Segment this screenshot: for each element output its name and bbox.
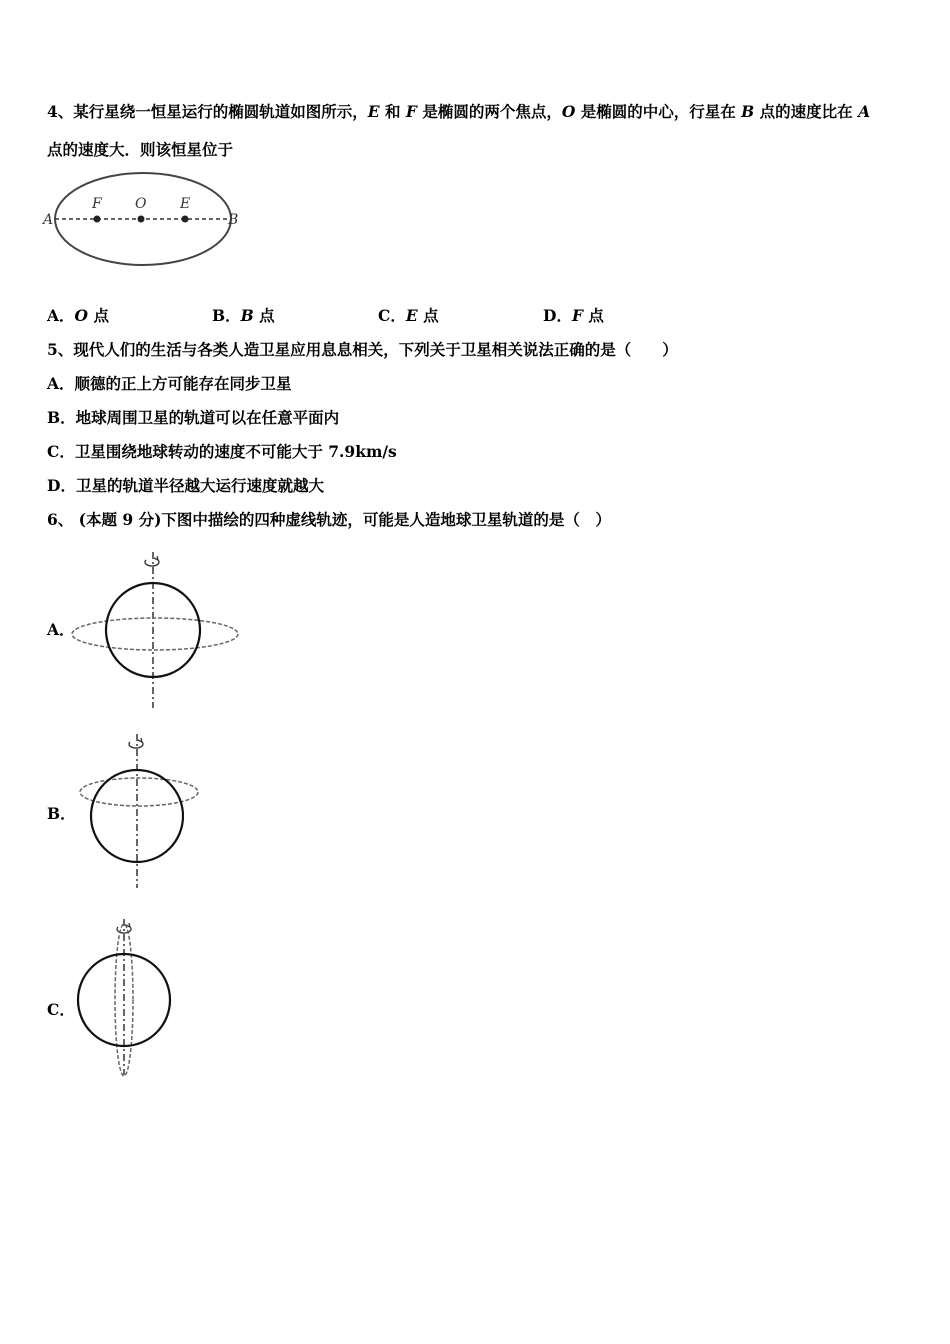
orbit-ellipse [72, 618, 238, 650]
q5-option-c[interactable]: C．卫星围绕地球转动的速度不可能大于 7.9km/s [47, 442, 397, 461]
q6-figure-b [80, 730, 210, 890]
option-suffix: 点 [417, 306, 439, 325]
q4-text: 和 [379, 102, 406, 121]
focus-f-dot [94, 216, 101, 223]
q4-text: 是椭圆的中心，行星在 [575, 102, 742, 121]
q5-stem: 5、现代人们的生活与各类人造卫星应用息息相关，下列关于卫星相关说法正确的是（ ） [47, 340, 678, 359]
label-e: E [180, 196, 191, 212]
q4-stem-line1 [47, 102, 870, 122]
q6-figure-a [70, 548, 240, 710]
option-var: B [240, 306, 254, 325]
q4-text: 是椭圆的两个焦点， [416, 102, 562, 121]
q4-text: 4、某行星绕一恒星运行的椭圆轨道如图所示， [47, 102, 368, 121]
q4-stem-line2: 点的速度大．则该恒星位于 [47, 140, 234, 159]
q4-option-c[interactable] [378, 306, 439, 326]
q4-option-b[interactable] [212, 306, 275, 326]
q6-option-b[interactable]: B． [47, 804, 76, 823]
q5-option-d[interactable]: D．卫星的轨道半径越大运行速度就越大 [47, 476, 324, 495]
q4-var-o: O [561, 102, 576, 121]
ellipse-orbit-figure [40, 170, 250, 275]
rotation-arrow-icon [145, 560, 159, 566]
option-letter: A． [47, 306, 75, 325]
q4-var-a: A [858, 102, 871, 121]
label-f: F [92, 196, 102, 212]
rotation-arrow-head-icon [138, 738, 142, 742]
focus-e-dot [182, 216, 189, 223]
option-suffix: 点 [88, 306, 109, 325]
q6-figure-c [70, 915, 180, 1080]
q4-option-d[interactable] [543, 306, 604, 326]
label-o: O [135, 196, 147, 212]
q5-option-a[interactable]: A．顺德的正上方可能存在同步卫星 [47, 374, 292, 393]
option-suffix: 点 [253, 306, 275, 325]
option-suffix: 点 [582, 306, 604, 325]
rotation-arrow-head-icon [154, 556, 158, 560]
option-letter: B． [212, 306, 241, 325]
option-var: E [405, 306, 418, 325]
q4-option-a[interactable] [47, 306, 109, 326]
q4-var-f: F [405, 102, 417, 121]
q4-text: 点的速度比在 [754, 102, 859, 121]
q6-option-a[interactable]: A． [47, 620, 75, 639]
q6-stem: 6、 (本题 9 分)下图中描绘的四种虚线轨迹，可能是人造地球卫星轨道的是（ ） [47, 510, 611, 529]
option-letter: C． [378, 306, 406, 325]
q5-option-b[interactable]: B．地球周围卫星的轨道可以在任意平面内 [47, 408, 340, 427]
q4-var-e: E [367, 102, 380, 121]
label-a: A [43, 212, 54, 228]
option-var: F [571, 306, 583, 325]
option-var: O [74, 306, 89, 325]
option-letter: D． [543, 306, 572, 325]
rotation-arrow-icon [129, 742, 143, 748]
q6-option-c[interactable]: C． [47, 1000, 75, 1019]
label-b: B [228, 212, 239, 228]
q4-var-b: B [741, 102, 755, 121]
center-o-dot [138, 216, 145, 223]
